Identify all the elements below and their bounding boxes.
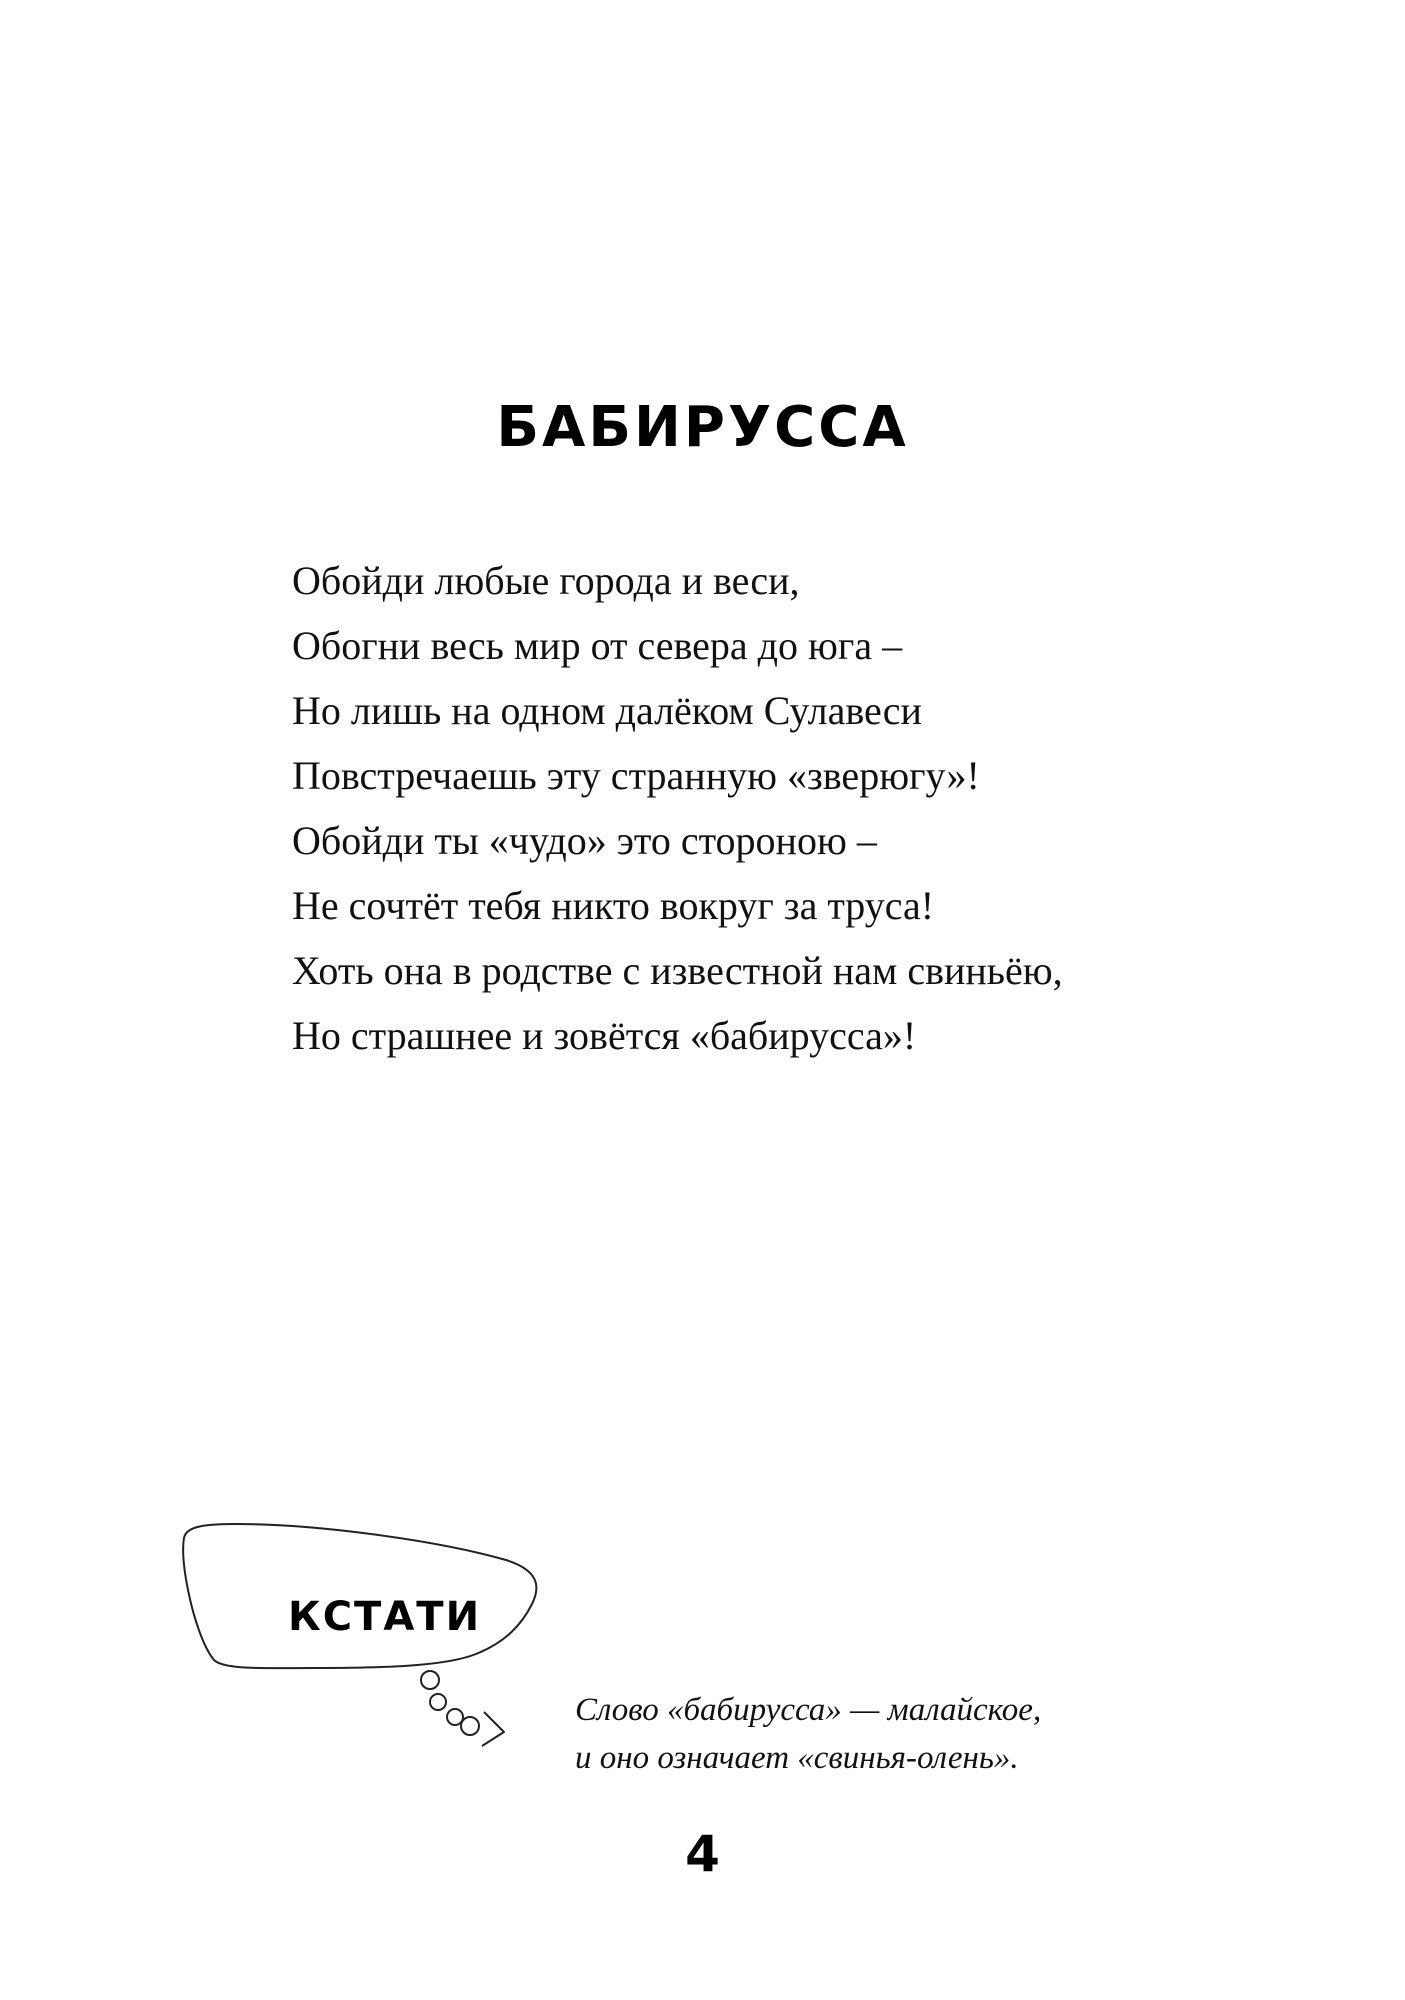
poem-line: Хоть она в родстве с известной нам свиньёю, [292,948,1063,993]
poem-line: Обойди любые города и веси, [292,558,800,603]
poem-line: Повстречаешь эту странную «зверюгу»! [292,753,980,798]
fun-fact-line: и оно означает «свинья-олень». [575,1740,1019,1776]
poem-line: Но страшнее и зовётся «бабирусса»! [292,1013,917,1058]
poem-line: Обогни весь мир от севера до юга – [292,623,903,668]
poem-title: БАБИРУССА [496,395,909,460]
page-number: 4 [685,1825,720,1883]
poem-body [292,548,1292,1068]
fun-fact-line: Слово «бабирусса» — малайское, [575,1692,1042,1728]
thought-bubble-icon [176,1520,546,1770]
poem-line: Но лишь на одном далёком Сулавеси [292,688,922,733]
callout-label: КСТАТИ [288,1594,482,1640]
poem-line: Обойди ты «чудо» это стороною – [292,818,877,863]
callout-bubble [176,1520,546,1770]
fun-fact-text [575,1686,1175,1782]
poem-line: Не сочтёт тебя никто вокруг за труса! [292,883,935,928]
